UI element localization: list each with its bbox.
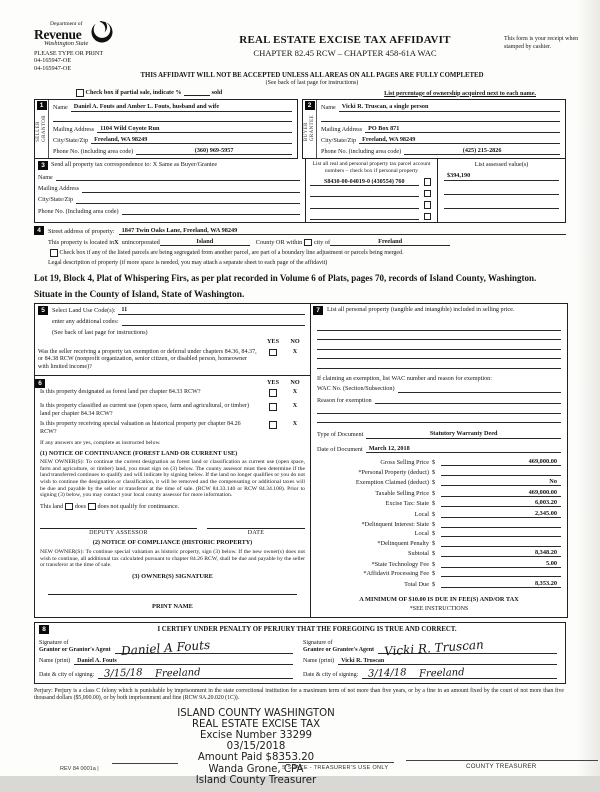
treasurer-use-only-label: S SPACE - TREASURER'S USE ONLY [282,764,389,771]
historic-question: Is this property receiving special valuation as historical property per chapter 84.26 RCW? [40,421,241,435]
parties-section [34,99,566,160]
subtotal-label: Subtotal [408,550,429,558]
dor-swirl-icon [90,20,114,44]
personal-property-checkbox-1[interactable] [424,178,432,186]
forest-land-yes-checkbox[interactable] [269,389,277,397]
unincorporated-x-mark: X [114,239,119,247]
seller-name-label: Name [53,104,68,112]
currency-symbol: $ [432,468,436,476]
reason-exemption-label: Reason for exemption [317,396,372,404]
city-of-label: city of [313,239,331,247]
section-6-number: 6 [35,379,45,388]
additional-codes-label: enter any additional codes: [52,318,119,326]
parcel-number-value: S8430-00-04019-0 (430554) 760 [323,178,405,185]
parcel-field-4 [310,212,419,220]
grantee-sig-label-2: Grantee or Grantee's Agent [303,647,375,654]
personal-property-heading: List all personal property (tangible and intangible) included in selling price. [327,306,515,314]
buyer-role-label-2: GRANTEE [309,114,315,141]
seller-address-value: 1104 Wild Coyote Run [100,124,160,132]
owners-signature-field [48,585,297,595]
section-2-number: 2 [305,101,315,110]
grantor-name-print-value: Daniel A. Fouts [77,658,117,665]
taxable-price-value: 469,000.00 [528,488,557,496]
section-1-number: 1 [37,101,47,110]
corr-csz-field [76,196,300,204]
please-type-note: PLEASE TYPE OR PRINT [34,49,104,57]
logo-revenue-text: Revenue [34,26,82,42]
sec6-yes-header: YES [266,378,280,386]
seller-phone-label: Phone No. (including area code) [53,147,134,155]
acceptance-notice: THIS AFFIDAVIT WILL NOT BE ACCEPTED UNLESS ALL AREAS ON ALL PAGES ARE FULLY COMPLETED [140,72,484,79]
excise-state-value: 6,003.20 [534,499,557,507]
located-pre-label: This property is located in [48,239,115,247]
type-of-document-label: Type of Document [317,431,364,439]
grantee-name-print-label: Name (print) [303,658,335,665]
excise-state-label: Excise Tax: State [385,500,429,508]
seller-address-label: Mailing Address [53,125,95,133]
county-value: Island [196,238,214,246]
total-due-label: Total Due [404,581,429,589]
mid-columns [34,303,568,618]
seller-csz-label: City/State/Zip [53,136,89,144]
assessed-value-2 [444,187,559,195]
tax-correspondence-section [34,159,566,223]
date-of-document-value: March 12, 2018 [368,444,410,452]
form-code-2: 04-165947-OE [34,65,72,72]
deputy-assessor-label: DEPUTY ASSESSOR [40,528,197,536]
historic-yes-checkbox[interactable] [269,421,277,429]
does-not-label: does not qualify for continuance. [97,503,180,511]
footer-line-right [406,760,598,761]
partial-sale-label: Check box if partial sale, indicate % [85,89,182,97]
certification-statement: I CERTIFY UNDER PENALTY OF PERJURY THAT THE FOREGOING IS TRUE AND CORRECT. [157,626,457,634]
seller-name-line-2 [53,114,292,122]
street-address-label: Street address of property: [48,228,115,236]
legal-description: Lot 19, Block 4, Plat of Whispering Firs, as per plat recorded in Volume 6 of Plats, pages 70, records of Island County, Washington. [34,272,537,283]
land-use-label: Select Land Use Code(s): [52,307,116,315]
grantor-sig-label-2: Grantor or Grantor's Agent [39,647,111,654]
seller-phone-value: (360) 969-5957 [194,146,234,154]
parcel-list-heading: List all real and personal property tax parcel account numbers – check box if personal property [312,161,431,174]
stamp-line-4: 03/15/2018 [226,741,286,753]
form-subtitle: CHAPTER 82.45 RCW – CHAPTER 458-61A WAC [253,48,437,58]
logo-dept-text: Department of [50,21,83,27]
grantee-signature-block [303,637,559,679]
certification-section [34,622,566,684]
segregated-checkbox[interactable] [50,249,58,257]
currency-symbol: $ [432,520,436,528]
exemption-claimed-value: No [549,478,557,486]
form-title: REAL ESTATE EXCISE TAX AFFIDAVIT [239,34,451,46]
historic-no-mark: X [292,421,298,428]
currency-symbol: $ [432,479,436,487]
personal-property-line-3 [317,340,561,350]
does-checkbox[interactable] [65,503,73,511]
excise-local-value: 2,345.00 [534,509,557,517]
corr-phone-field [122,207,300,215]
type-of-document-value: Statutory Warranty Deed [429,430,498,438]
grantor-date-label: Date & city of signing: [39,672,95,679]
notice-compliance-title: (2) NOTICE OF COMPLIANCE (HISTORIC PROPERTY) [92,539,253,547]
seller-csz-value: Freeland, WA 98249 [94,135,148,143]
reason-exemption-field [375,396,561,404]
affidavit-fee-label: *Affidavit Processing Fee [363,570,429,578]
current-use-question: Is this property classified as current use (open space, farm and agricultural, or timber) land per chapter 84.34 RCW? [40,403,249,417]
see-instructions-note: *SEE INSTRUCTIONS [409,605,469,612]
land-use-section [35,304,310,376]
notice-continuance-title: (1) NOTICE OF CONTINUANCE (FOREST LAND OR CURRENT USE) [40,449,238,457]
additional-codes-field [122,318,306,326]
section-8-number: 8 [39,625,49,634]
form-header [34,22,590,76]
stamp-line-7: Island County Treasurer [195,774,317,786]
sale-details-section [311,304,567,617]
ownership-note: List percentage of ownership acquired next to each name. [384,89,536,97]
currency-symbol: $ [432,560,436,568]
buyer-phone-label: Phone No. (including area code) [321,147,402,155]
exemption-yes-checkbox[interactable] [269,349,277,357]
section-4-number: 4 [34,226,44,235]
grantor-signature[interactable]: Daniel A Fouts [120,637,211,659]
current-use-no-mark: X [292,403,298,410]
date-of-document-label: Date of Document [317,445,363,453]
seller-box [34,99,298,160]
stamp-line-3: Excise Number 33299 [199,729,313,741]
partial-sale-checkbox[interactable] [76,89,84,97]
grantee-city-value: Freeland [418,667,465,680]
notice-compliance-body: NEW OWNER(S): To continue special valuation as historic property, sign (3) below. If the new owner(s) does not wish to continue, all additional tax calculated pursuant to chapter 84.26 RCW, shall be due and payable by the seller or transferor at the time of sale. [40,548,305,569]
does-label: does [74,503,87,511]
city-checkbox[interactable] [304,239,312,247]
personal-property-deduct-label: *Personal Property (deduct) [358,468,429,476]
corr-name-field [56,173,300,181]
corr-address-label: Mailing Address [38,185,80,193]
assessed-value-heading: List assessed value(s) [474,161,529,169]
grantee-date-value: 3/14/18 [368,667,408,680]
stamp-line-1: ISLAND COUNTY WASHINGTON [177,707,335,719]
reason-line-2 [317,404,561,414]
seller-role-label-1: SELLER [36,120,41,142]
partial-percent-field [184,89,210,96]
correspondence-heading: Send all property tax correspondence to: X Same as Buyer/Grantee [51,161,218,169]
classification-section [35,376,310,614]
stamp-line-6: Wanda Grone, CPA [208,763,304,775]
deputy-date-label: DATE [207,528,305,536]
county-or-within-label: County OR within [255,239,303,247]
state-tech-fee-value: 5.00 [545,559,557,567]
corr-csz-label: City/State/Zip [38,196,74,204]
form-code-1: 04-165947-OE [34,57,72,65]
currency-symbol: $ [432,570,436,578]
grantor-city-value: Freeland [154,667,201,680]
wac-number-label: WAC No. (Section/Subsection) [317,385,395,393]
buyer-role-label-1: BUYER [304,121,309,141]
perjury-statement: Perjury: Perjury is a class C felony which is punishable by imprisonment in the state correctional institution for a maximum term of not more than five years, or by a fine in an amount fixed by the court of not more than five thousand dollars ($5,000.00), or by both imprisonment and fine (RCW 9A.20.020 (1C)). [34,688,564,702]
does-not-checkbox[interactable] [88,503,96,511]
sec6-no-header: NO [290,378,300,386]
section-7-number: 7 [313,306,323,315]
personal-property-checkbox-2[interactable] [424,190,432,198]
parcel-field-3 [310,201,419,209]
owners-signature-label: (3) OWNER(S) SIGNATURE [132,572,213,580]
reason-line-3 [317,414,561,424]
if-yes-note: If any answers are yes, complete as instructed below. [40,439,161,446]
sec5-no-header: NO [290,338,300,346]
total-due-value: 8,353.20 [534,580,557,588]
currency-symbol: $ [432,550,436,558]
receipt-note: This form is your receipt when stamped by cashier. [504,36,579,50]
delinquent-interest-state-label: *Delinquent Interest: State [361,520,429,528]
logo-state-text: Washington State [44,40,89,48]
print-name-label: PRINT NAME [152,602,193,610]
currency-symbol: $ [432,530,436,538]
currency-symbol: $ [432,510,436,518]
grantee-sig-label-1: Signature of [303,640,333,647]
sec5-yes-header: YES [266,338,280,346]
buyer-phone-value: (425) 215-2826 [462,146,502,154]
sold-label: sold [211,89,223,97]
personal-property-line-1 [317,321,561,331]
grantor-name-print-label: Name (print) [39,658,71,665]
city-value: Freeland [378,238,403,246]
sec5-see-back: (See back of last page for instructions) [52,329,148,336]
stamp-line-5: Amount Paid $8353.20 [197,752,315,764]
buyer-name-value: Vicki R. Truscan, a single person [341,103,429,111]
personal-property-line-4 [317,350,561,360]
assessed-value-1: $394,190 [447,172,471,180]
stamp-line-2: REAL ESTATE EXCISE TAX [191,718,321,730]
section-5-number: 5 [38,306,48,315]
buyer-csz-value: Freeland, WA 98249 [362,135,416,143]
wac-number-field [398,385,561,393]
buyer-name-label: Name [321,104,336,112]
situate-line: Situate in the County of Island, State of Washington. [34,290,245,301]
form-revision-code: REV 84 0001a | [60,765,99,772]
minimum-fee-note: A MINIMUM OF $10.00 IS DUE IN FEE(S) AND/OR TAX [359,596,519,604]
treasurer-footer [34,706,590,792]
parcel-field-2 [310,189,419,197]
grantee-name-print-value: Vicki R. Truscan [341,658,385,665]
currency-symbol: $ [432,539,436,547]
personal-property-checkbox-3[interactable] [424,201,432,209]
see-back-note: (See back of last page for instructions) [265,80,359,86]
dor-logo [34,22,186,48]
buyer-address-value: PO Box 871 [368,124,400,132]
delinquent-penalty-label: *Delinquent Penalty [377,539,429,547]
personal-property-line-5 [317,359,561,369]
delinquent-interest-local-label: Local [414,530,429,538]
notice-continuance-body: NEW OWNER(S): To continue the current designation as forest land or classification as current use (open space, farm and agriculture, or timber) land, you must sign on (3) below. The county assessor must then determine if the land transferred continues to qualify and will indicate by signing below. If the land no longer qualifies or you do not wish to continue the designation or classification, it will be removed and the compensating or additional taxes will be due and payable by the seller or transferor at the time of sale. (RCW 84.33.140 or RCW 84.34.108). Prior to signing (3) below, you may contact your local county assessor for more information. [40,459,305,499]
seller-role-label-2: GRANTOR [41,114,47,142]
forest-land-question: Is this property designated as forest land per chapter 84.33 RCW? [40,389,201,396]
buyer-address-label: Mailing Address [321,125,363,133]
currency-symbol: $ [432,500,436,508]
land-use-value: 11 [121,306,128,314]
currency-symbol: $ [432,489,436,497]
currency-symbol: $ [432,581,436,589]
gross-price-value: 469,000.00 [528,457,557,465]
segregated-note: Check box if any of the listed parcels are being segregated from another parcel, are part of a boundary line adjustment or parcels being merged. [59,250,404,257]
unincorporated-label: unincorporated [121,239,160,247]
street-address-value: 1847 Twin Oaks Lane, Freeland, WA 98249 [121,227,238,235]
grantor-signature-block [39,637,303,679]
county-treasurer-label: COUNTY TREASURER [466,762,537,770]
assessed-value-3 [444,201,559,209]
buyer-box [302,99,566,160]
corr-address-field [82,185,300,193]
exemption-no-mark: X [292,348,298,355]
corr-name-label: Name [38,173,53,181]
exemption-claim-note: If claiming an exemption, list WAC number and reason for exemption: [317,374,492,382]
exemption-question: Was the seller receiving a property tax exemption or deferral under chapters 84.36, 84.37, or 84.38 RCW (nonprofit organization, senior citizen, or disabled person, homeowner with limited income)? [38,348,257,370]
seller-name-value: Daniel A. Fouts and Amber L. Fouts, husband and wife [73,103,220,111]
grantor-sig-label-1: Signature of [39,640,69,647]
state-tech-fee-label: *State Technology Fee [371,560,429,568]
legal-description-note: Legal description of property (if more space is needed, you may attach a separate sheet to each page of the affidavit) [48,259,328,266]
treasurer-stamp [126,707,389,787]
personal-property-checkbox-4[interactable] [424,213,432,221]
qualify-pre-label: This land [40,503,64,511]
grantee-date-label: Date & city of signing: [303,672,359,679]
corr-phone-label: Phone No. (Including area code) [38,207,119,215]
buyer-name-line-2 [321,114,560,122]
section-3-number: 3 [38,161,48,170]
personal-property-line-2 [317,331,561,341]
property-location-section [34,226,566,266]
grantee-signature[interactable]: Vicki R. Truscan [383,637,485,659]
forest-land-no-mark: X [292,389,298,396]
exemption-claimed-label: Exemption Claimed (deduct) [355,479,429,487]
taxable-price-label: Taxable Selling Price [375,489,429,497]
footer-line-center [278,762,394,763]
current-use-yes-checkbox[interactable] [269,403,277,411]
grantor-date-value: 3/15/18 [104,667,144,680]
gross-price-label: Gross Selling Price [380,458,429,466]
excise-local-label: Local [414,510,429,518]
currency-symbol: $ [432,458,436,466]
subtotal-value: 8,348.20 [534,549,557,557]
buyer-csz-label: City/State/Zip [321,136,357,144]
footer-line-left [112,763,178,764]
